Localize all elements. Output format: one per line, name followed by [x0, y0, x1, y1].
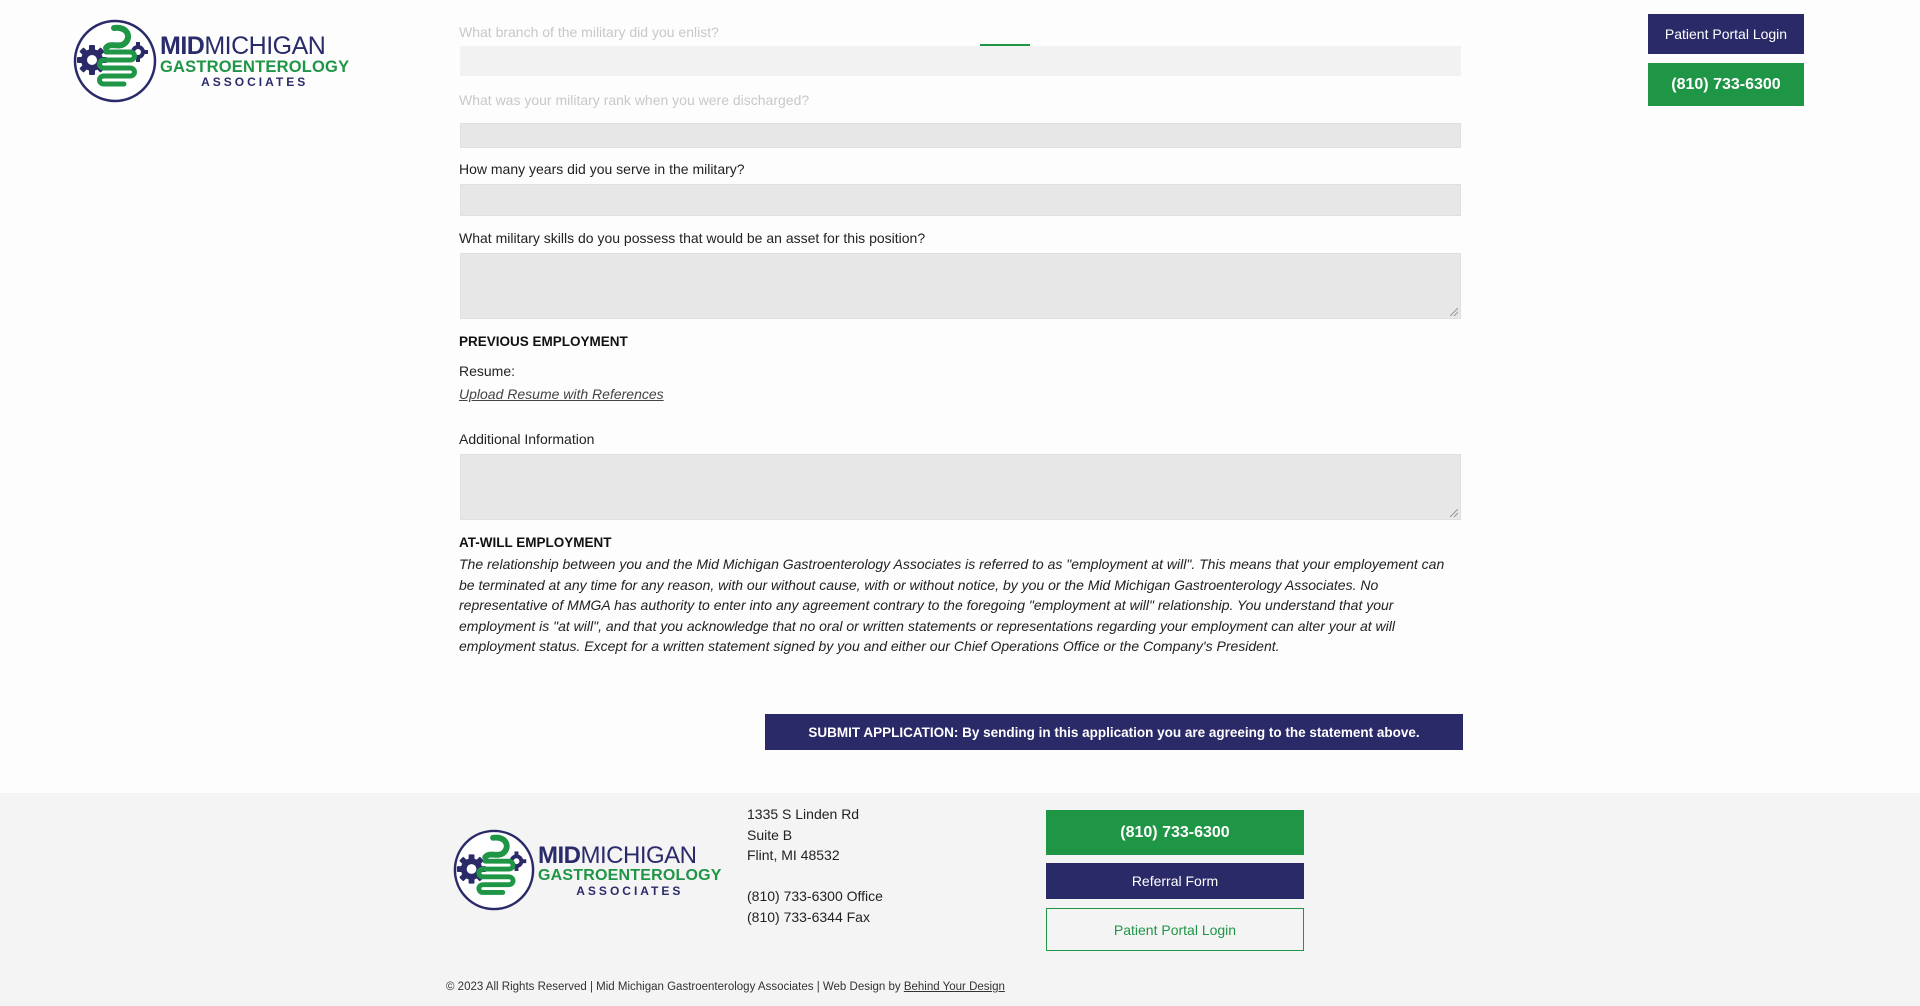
logo-name: MIDMICHIGAN: [160, 31, 326, 60]
footer-logo[interactable]: [452, 828, 722, 912]
office-phone: (810) 733-6300 Office: [747, 888, 883, 905]
copyright-notice: © 2023 All Rights Reserved | Mid Michigan Gastroenterology Associates | Web Design by: [446, 981, 904, 993]
question-military-rank: What was your military rank when you were discharged?: [459, 92, 810, 108]
resume-label: Resume:: [459, 363, 516, 379]
fax-number: (810) 733-6344 Fax: [747, 908, 870, 925]
referral-form-button[interactable]: Referral Form: [1046, 863, 1304, 899]
upload-resume-link[interactable]: Upload Resume with References: [459, 386, 664, 402]
patient-portal-button[interactable]: Patient Portal Login: [1648, 14, 1804, 54]
question-military-branch: What branch of the military did you enlist?: [459, 24, 719, 40]
resize-grip-icon[interactable]: [1450, 509, 1458, 517]
military-branch-input[interactable]: [460, 46, 1461, 76]
phone-call-button[interactable]: (810) 733-6300: [1648, 63, 1804, 106]
gastro-gear-logo-icon: [452, 828, 536, 912]
footer-phone-button[interactable]: (810) 733-6300: [1046, 810, 1304, 855]
site-footer: [0, 793, 1920, 1006]
address-line: 1335 S Linden Rd: [747, 806, 860, 822]
at-will-heading: AT-WILL EMPLOYMENT: [459, 535, 612, 550]
address-line: Suite B: [747, 826, 793, 843]
previous-employment-heading: PREVIOUS EMPLOYMENT: [459, 334, 628, 349]
designer-link[interactable]: Behind Your Design: [903, 981, 1005, 993]
military-rank-input[interactable]: [460, 123, 1461, 148]
logo-name: MIDMICHIGAN: [538, 841, 697, 869]
years-served-input[interactable]: [460, 184, 1461, 216]
military-skills-textarea[interactable]: [460, 253, 1461, 319]
logo-line-gastro: GASTROENTEROLOGY: [538, 866, 722, 884]
copyright-text: [446, 981, 1005, 993]
additional-info-textarea[interactable]: [460, 454, 1461, 520]
at-will-statement: The relationship between you and the Mid Michigan Gastroenterology Associates is referred to as "employment at will". This means that your employement can be terminated at any time for any reason, with our without cause, with or without notice, by you or the Mid Michigan Gastroenterology Associates. No representative of MMGA has authority to enter into any agreement contrary to the foregoing "employment at will" relationship. You understand that your employment is "at will", and that you acknowledge that no oral or written statements or representations regarding your employment can alter your at will employment status. Except for a written statement signed by you and either our Chief Operations Office or the Company's President.: [459, 556, 1445, 655]
question-years-served: How many years did you serve in the military?: [459, 161, 745, 177]
logo-line-gastro: GASTROENTEROLOGY: [160, 57, 350, 76]
footer-patient-portal-button[interactable]: Patient Portal Login: [1046, 908, 1304, 951]
logo-line-associates: ASSOCIATES: [201, 75, 309, 90]
address-line: Flint, MI 48532: [747, 847, 840, 864]
question-military-skills: What military skills do you possess that would be an asset for this position?: [459, 230, 926, 246]
logo-line-associates: ASSOCIATES: [576, 883, 684, 898]
footer-address: [747, 804, 883, 928]
resize-grip-icon[interactable]: [1450, 308, 1458, 316]
additional-info-label: Additional Information: [459, 431, 595, 447]
submit-application-button[interactable]: SUBMIT APPLICATION: By sending in this application you are agreeing to the statement above.: [765, 714, 1463, 750]
